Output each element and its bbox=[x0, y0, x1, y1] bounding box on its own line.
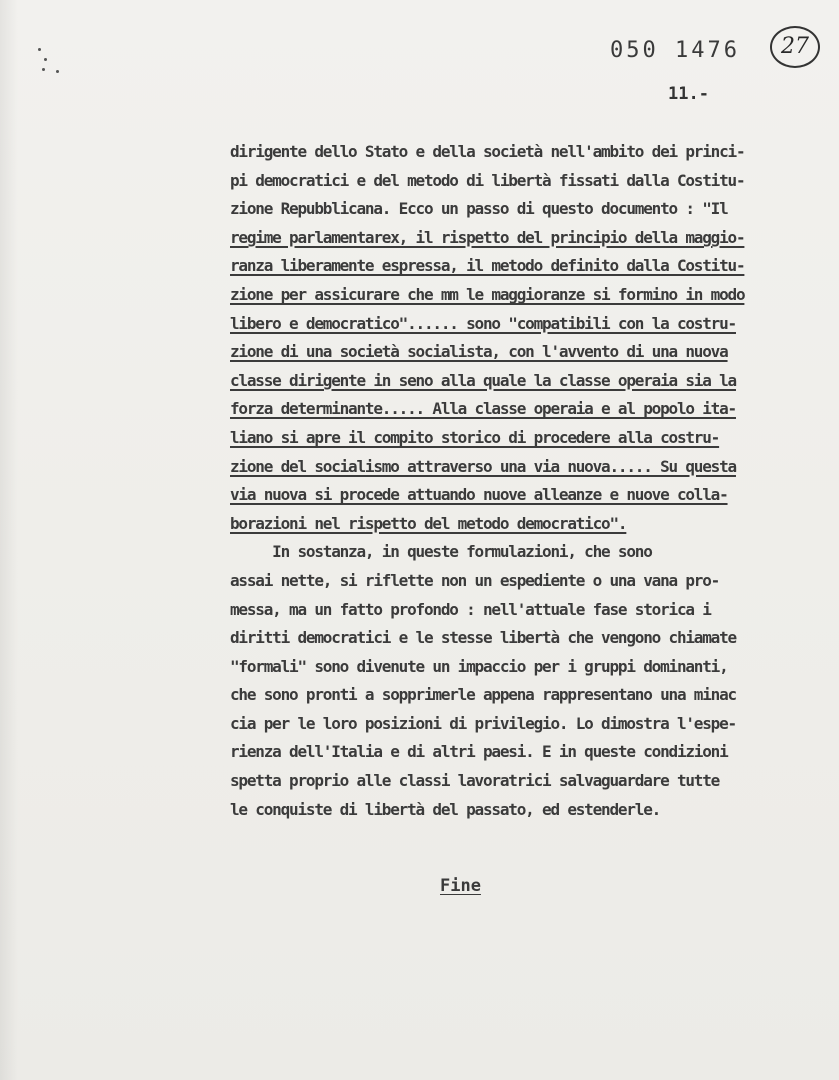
hole-punch-marks bbox=[38, 48, 68, 78]
text-line bbox=[230, 138, 820, 167]
text-line-content: dirigente dello Stato e della società nell'ambito dei princi- bbox=[230, 142, 745, 161]
text-line-content: assai nette, si riflette non un espediente o una vana pro- bbox=[230, 570, 720, 590]
text-line-content: cia per le loro posizioni di privilegio. Lo dimostra l'espe- bbox=[230, 713, 736, 733]
text-line-content: zione di una società socialista, con l'avvento di una nuova bbox=[230, 342, 728, 362]
text-line bbox=[230, 424, 820, 453]
end-marker: Fine bbox=[440, 876, 481, 896]
text-line bbox=[230, 767, 820, 796]
page-number: 11.- bbox=[668, 84, 709, 104]
text-line-content: zione per assicurare che mm le maggioranze si formino in modo bbox=[230, 284, 745, 304]
text-line-content: "formali" sono divenute un impaccio per i gruppi dominanti, bbox=[230, 656, 728, 676]
circled-page-mark: 27 bbox=[770, 26, 820, 68]
text-line-content: via nuova si procede attuando nuove alleanze e nuove colla- bbox=[230, 485, 728, 505]
text-line bbox=[230, 281, 820, 310]
text-line-content: messa, ma un fatto profondo : nell'attuale fase storica i bbox=[230, 599, 711, 619]
text-line-content: le conquiste di libertà del passato, ed estenderle. bbox=[230, 799, 661, 819]
text-line-content: classe dirigente in seno alla quale la classe operaia sia la bbox=[230, 370, 736, 390]
text-line-content: liano si apre il compito storico di procedere alla costru- bbox=[230, 427, 720, 447]
text-line-content: forza determinante..... Alla classe operaia e al popolo ita- bbox=[230, 399, 736, 419]
text-line-content: spetta proprio alle classi lavoratrici salvaguardare tutte bbox=[230, 771, 720, 791]
text-line-content: regime parlamentarex, il rispetto del principio della maggio- bbox=[230, 227, 745, 247]
scan-edge-shadow bbox=[0, 0, 18, 1080]
text-line bbox=[230, 224, 820, 253]
text-line-content: che sono pronti a sopprimerle appena rappresentano una minac bbox=[230, 685, 736, 705]
text-line bbox=[230, 367, 820, 396]
text-line bbox=[230, 596, 820, 625]
text-line bbox=[230, 338, 820, 367]
text-line bbox=[230, 167, 820, 196]
text-line bbox=[230, 538, 820, 567]
text-line-content: diritti democratici e le stesse libertà che vengono chiamate bbox=[230, 628, 736, 648]
text-line bbox=[230, 624, 820, 653]
text-line bbox=[230, 252, 820, 281]
document-number: 050 1476 bbox=[610, 38, 740, 63]
text-line bbox=[230, 681, 820, 710]
text-line bbox=[230, 395, 820, 424]
body-text bbox=[230, 138, 820, 824]
text-line bbox=[230, 710, 820, 739]
text-line-content: borazioni nel rispetto del metodo democratico". bbox=[230, 513, 627, 533]
text-line-content: zione Repubblicana. Ecco un passo di questo documento : "Il bbox=[230, 199, 728, 219]
text-line-content: rienza dell'Italia e di altri paesi. E in queste condizioni bbox=[230, 742, 728, 762]
text-line-content: libero e democratico"...... sono "compatibili con la costru- bbox=[230, 313, 736, 333]
text-line-content: ranza liberamente espressa, il metodo definito dalla Costitu- bbox=[230, 256, 745, 276]
text-line bbox=[230, 453, 820, 482]
text-line-content: zione del socialismo attraverso una via nuova..... Su questa bbox=[230, 456, 736, 476]
text-line bbox=[230, 510, 820, 539]
text-line bbox=[230, 796, 820, 825]
text-line-content: pi democratici e del metodo di libertà fissati dalla Costitu- bbox=[230, 170, 745, 190]
text-line bbox=[230, 567, 820, 596]
text-line bbox=[230, 310, 820, 339]
text-line bbox=[230, 738, 820, 767]
text-line bbox=[230, 195, 820, 224]
text-line bbox=[230, 653, 820, 682]
text-line-content: In sostanza, in queste formulazioni, che sono bbox=[230, 542, 652, 562]
text-line bbox=[230, 481, 820, 510]
